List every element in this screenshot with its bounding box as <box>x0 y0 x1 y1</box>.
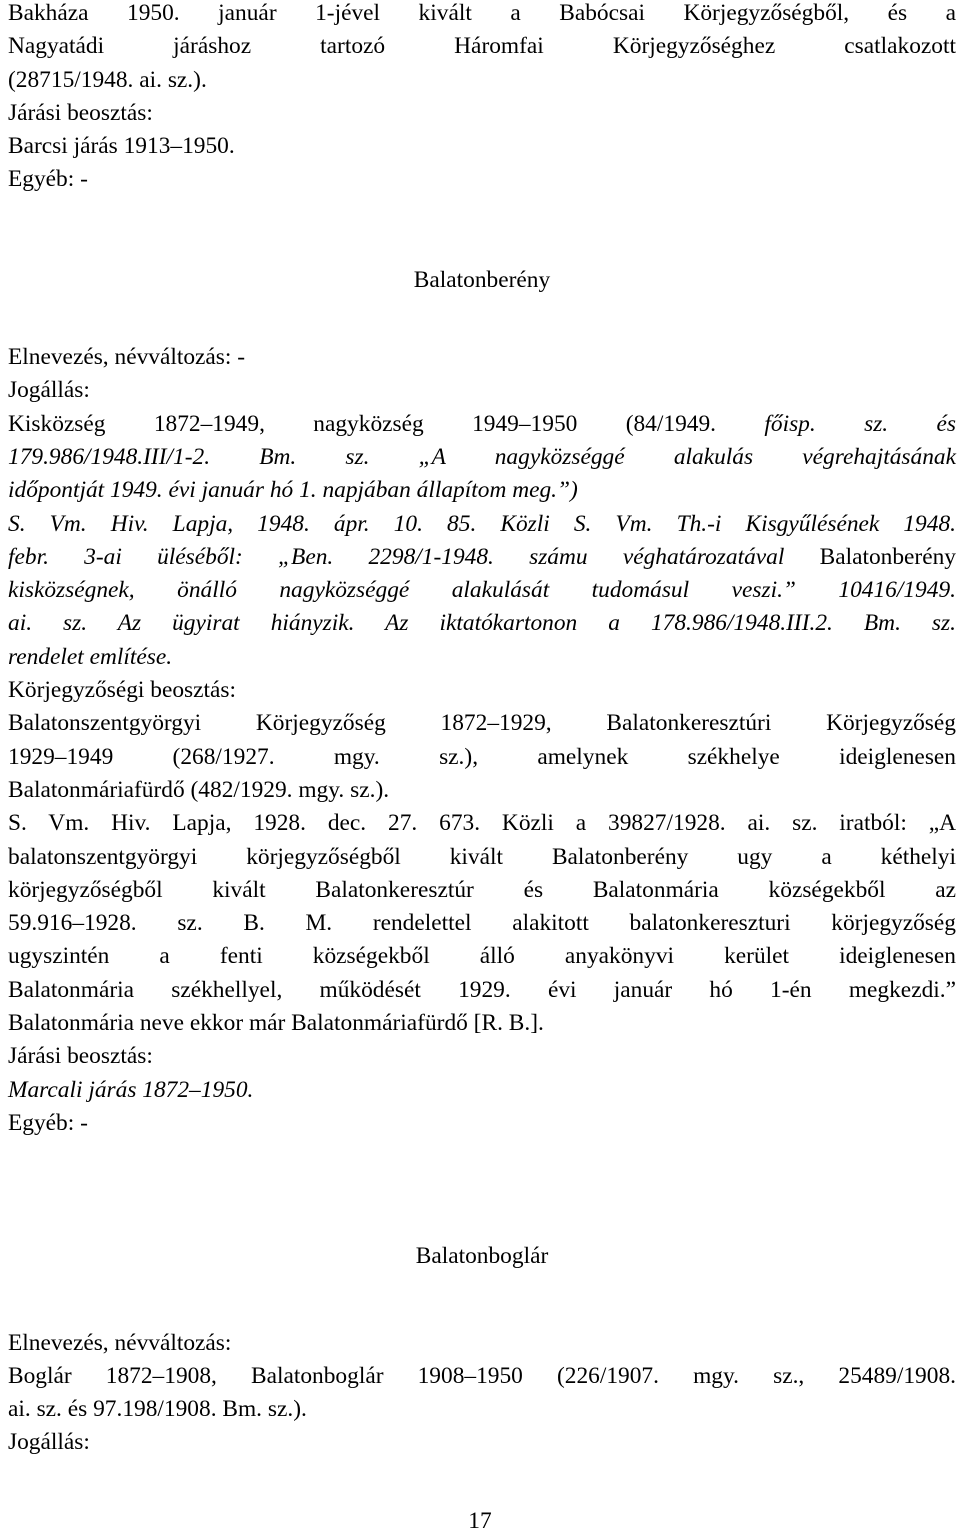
text-line: Balatonmáriafürdő (482/1929. mgy. sz.). <box>8 776 390 803</box>
text-line <box>8 541 956 574</box>
text-line: 179.986/1948.III/1-2. Bm. sz. „A nagyközséggé alakulás végrehajtásának <box>8 443 956 470</box>
page-number: 17 <box>468 1508 492 1534</box>
text-line: időpontját 1949. évi január hó 1. napjában állapítom meg.”) <box>8 477 578 504</box>
text-line: ugyszintén a fenti községekből álló anyakönyvi kerület ideiglenesen <box>8 943 956 970</box>
text-line: (28715/1948. ai. sz.). <box>8 66 207 93</box>
text-line: Balatonmária neve ekkor már Balatonmáriafürdő [R. B.]. <box>8 1010 544 1037</box>
section-label: Jogállás: <box>8 377 90 404</box>
section-label: Elnevezés, névváltozás: - <box>8 344 246 371</box>
section-label: Körjegyzőségi beosztás: <box>8 677 236 704</box>
italic-segment: főisp. sz. és <box>764 410 957 437</box>
text-line: balatonszentgyörgyi körjegyzőségből kivált Balatonberény ugy a kéthelyi <box>8 843 956 870</box>
text-line: Bakháza 1950. január 1-jével kivált a Babócsai Körjegyzőségből, és a <box>8 0 956 26</box>
text-segment: Kisközség 1872–1949, nagyközség 1949–1950 (84/1949. <box>8 410 765 437</box>
section-label: Járási beosztás: <box>8 1043 153 1070</box>
text-line: Marcali járás 1872–1950. <box>8 1076 254 1103</box>
entry-heading: Balatonboglár <box>415 1243 549 1270</box>
text-line: kisközségnek, önálló nagyközséggé alakulását tudomásul veszi.” 10416/1949. <box>8 577 956 604</box>
text-line: rendelet említése. <box>8 643 173 670</box>
text-line: S. Vm. Hiv. Lapja, 1948. ápr. 10. 85. Közli S. Vm. Th.-i Kisgyűlésének 1948. <box>8 510 956 537</box>
text-line: Boglár 1872–1908, Balatonboglár 1908–1950 (226/1907. mgy. sz., 25489/1908. <box>8 1362 956 1389</box>
italic-segment: febr. 3-ai üléséből: „Ben. 2298/1-1948. számu véghatározatával <box>8 543 820 570</box>
text-line: Barcsi járás 1913–1950. <box>8 133 235 160</box>
section-label: Járási beosztás: <box>8 99 153 126</box>
section-label: Elnevezés, névváltozás: <box>8 1329 232 1356</box>
document-body <box>8 0 956 1460</box>
text-line: körjegyzőségből kivált Balatonkeresztúr és Balatonmária községekből az <box>8 876 956 903</box>
text-line: 59.916–1928. sz. B. M. rendelettel alakitott balatonkereszturi körjegyzőség <box>8 910 956 937</box>
text-line: Balatonmária székhellyel, működését 1929. évi január hó 1-én megkezdi.” <box>8 976 956 1003</box>
text-line: ai. sz. és 97.198/1908. Bm. sz.). <box>8 1396 307 1423</box>
section-label: Jogállás: <box>8 1429 90 1456</box>
section-label: Egyéb: - <box>8 166 88 193</box>
section-label: Egyéb: - <box>8 1109 88 1136</box>
text-segment: Balatonberény <box>819 543 956 570</box>
text-line: Balatonszentgyörgyi Körjegyzőség 1872–1929, Balatonkeresztúri Körjegyzőség <box>8 710 956 737</box>
text-line: ai. sz. Az ügyirat hiányzik. Az iktatókartonon a 178.986/1948.III.2. Bm. sz. <box>8 610 956 637</box>
text-line: S. Vm. Hiv. Lapja, 1928. dec. 27. 673. Közli a 39827/1928. ai. sz. iratból: „A <box>8 810 956 837</box>
entry-heading: Balatonberény <box>413 266 551 293</box>
text-line: 1929–1949 (268/1927. mgy. sz.), amelynek székhelye ideiglenesen <box>8 743 956 770</box>
text-line: Nagyatádi járáshoz tartozó Háromfai Körjegyzőséghez csatlakozott <box>8 33 956 60</box>
text-line <box>8 408 956 441</box>
